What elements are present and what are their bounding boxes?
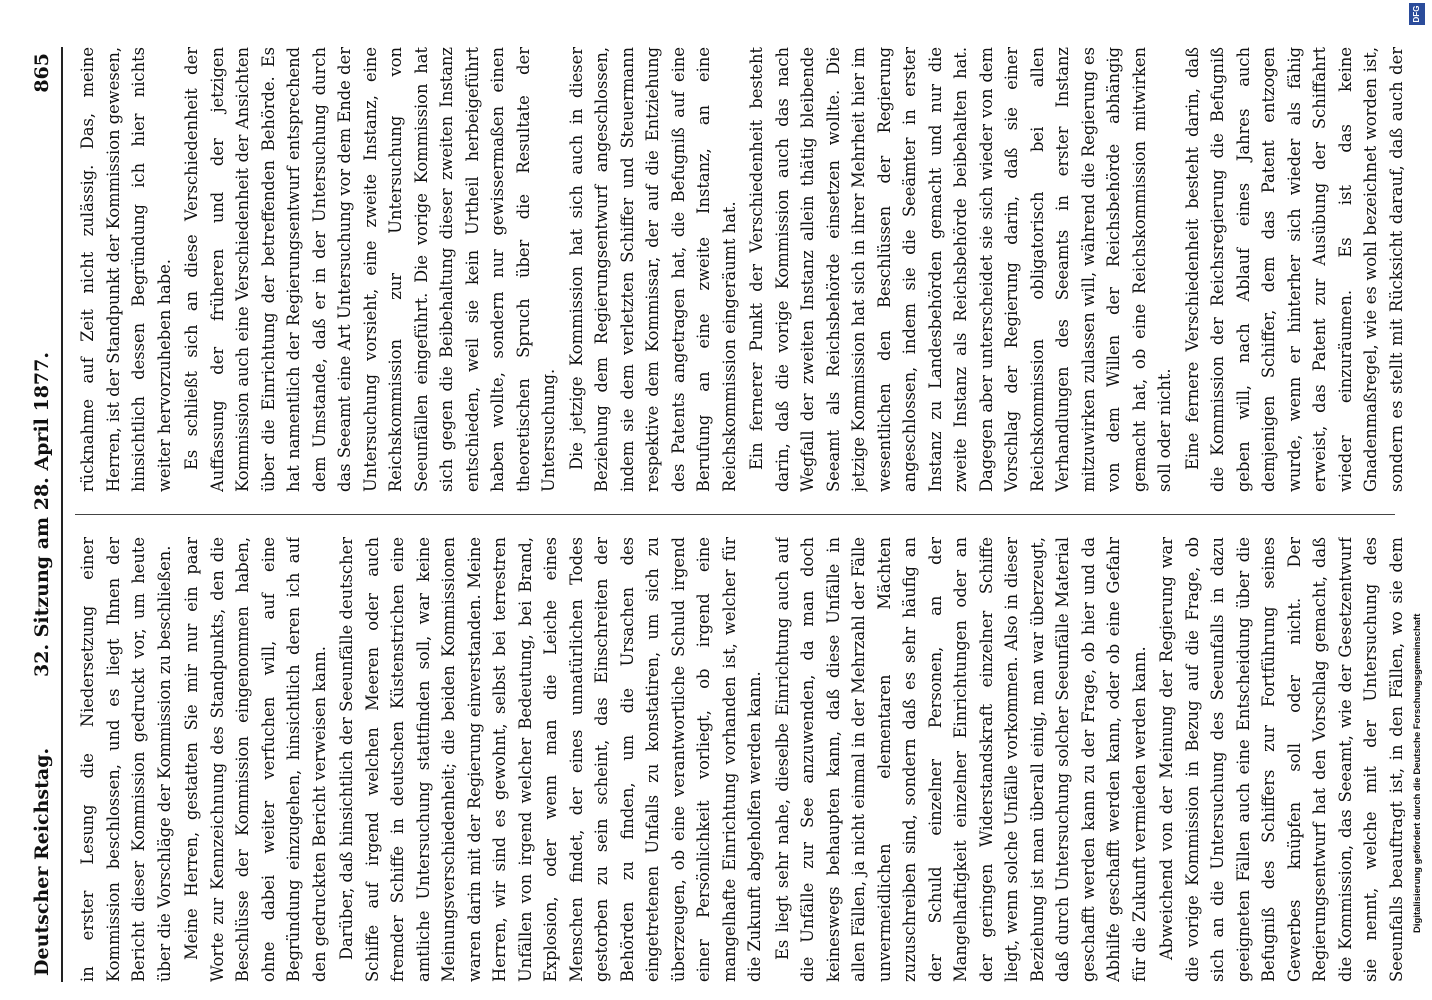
paragraph: in erster Lesung die Niedersetzung einer Kommission beschlossen, und es liegt Ihnen der Bericht dieser Kommission gedruckt vor, um heute über die Vorschläge der Kommission zu beschließen. [78, 537, 174, 982]
paragraph: rücknahme auf Zeit nicht zulässig. Das, meine Herren, ist der Standpunkt der Kommission gewesen, hinsichtlich dessen Begründung ich hier nichts weiter hervorzuheben habe. [78, 47, 174, 492]
paragraph: Darüber, daß hinsichtlich der Seeunfälle deutscher Schiffe auf irgend welchen Meeren oder auch fremder Schiffe in deutschen Küstenstrichen eine amtliche Untersuchung stattfinden soll, war keine Meinungsverschiedenheit; die beiden Kommissionen waren darin mit der Regierung einverstanden. Meine Herren, wir sind es gewohnt, selbst bei terrestren Unfällen von irgend welcher Bedeutung, bei Brand, Explosion, oder wenn man die Leiche eines Menschen findet, der eines unnatürlichen Todes gestorben zu sein scheint, das Einschreiten der Behörden zu finden, um die Ursachen des eingetretenen Unfalls zu konstatiren, um sich zu überzeugen, ob eine verantwortliche Schuld irgend einer Persönlichkeit vorliegt, ob irgend eine mangelhafte Einrichtung vorhanden ist, welcher für die Zukunft abgeholfen werden kann. [337, 537, 764, 982]
paragraph: Ein fernerer Punkt der Verschiedenheit besteht darin, daß die vorige Kommission auch das nach Wegfall der zweiten Instanz allein thätig bleibende Seeamt als Reichsbehörde einsetzen wollte. Die jetzige Kommission hat sich in ihrer Mehrheit hier im wesentlichen den Beschlüssen der Regierung angeschlossen, indem sie die Seeämter in erster Instanz zu Landesbehörden gemacht und nur die zweite Instanz als Reichsbehörde beibehalten hat. Dagegen aber unterscheidet sie sich wieder von dem Vorschlag der Regierung darin, daß sie einer Reichskommission obligatorisch bei allen Verhandlungen des Seeamts in erster Instanz mitzuwirken zulassen will, während die Regierung es von dem Willen der Reichsbehörde abhängig gemacht hat, ob eine Reichskommission mitwirken soll oder nicht. [747, 47, 1174, 492]
left-column [75, 537, 1405, 982]
header-session: 32. Sitzung am 28. April 1877. [31, 352, 53, 677]
paragraph: Meine Herren, gestatten Sie mir nur ein paar Worte zur Kennzeichnung des Standpunkts, den die Beschlüsse der Kommission eingenommen haben, ohne dabei weiter verfuchen will, auf eine Begründung einzugehen, hinsichtlich deren ich auf den gedruckten Bericht verweisen kann. [182, 537, 329, 982]
right-column [75, 47, 1405, 492]
paragraph: Die jetzige Kommission hat sich auch in dieser Beziehung dem Regierungsentwurf angeschlossen, indem sie dem verletzten Schiffer und Steuermann respektive dem Kommissar, der auf die Entziehung des Patents angetragen hat, die Befugniß auf eine Berufung an eine zweite Instanz, an eine Reichskommission eingeräumt hat. [566, 47, 739, 492]
rotated-page-content [25, 47, 1410, 982]
paragraph: Es liegt sehr nahe, dieselbe Einrichtung auch auf die Unfälle zur See anzuwenden, da man doch keineswegs behaupten kann, daß diese Unfälle in allen Fällen, ja nicht einmal in der Mehrzahl der Fälle unvermeidlichen elementaren Mächten zuzuschreiben sind, sondern daß es sehr häufig an der Schuld einzelner Personen, an der Mangelhaftigkeit einzelner Einrichtungen oder an der geringen Widerstandskraft einzelner Schiffe liegt, wenn solche Unfälle vorkommen. Also in dieser Beziehung ist man überall einig, man war überzeugt, daß durch Untersuchung solcher Seeunfälle Material geschafft werden kann zu der Frage, ob hier und da Abhilfe geschafft werden kann, oder ob eine Gefahr für die Zukunft vermieden werden kann. [772, 537, 1149, 982]
paragraph: Abweichend von der Meinung der Regierung war die vorige Kommission in Bezug auf die Frage, ob sich an die Untersuchung des Seeunfalls in dazu geeigneten Fällen auch eine Entscheidung über die Befugniß des Schiffers zur Fortführung seines Gewerbes knüpfen soll oder nicht. Der Regierungsentwurf hat den Vorschlag gemacht, daß die Kommission, das Seeamt, wie der Gesetzentwurf sie nennt, welche mit der Untersuchung des Seeunfalls beauftragt ist, in den Fällen, wo sie dem [1157, 537, 1405, 982]
paragraph: Eine fernere Verschiedenheit besteht darin, daß die Kommission der Reichsregierung die Befugniß geben will, nach Ablauf eines Jahres auch demjenigen Schiffer, dem das Patent entzogen wurde, wenn er hinterher sich wieder als fähig erweist, das Patent zur Ausübung der Schiffahrt wieder einzuräumen. Es ist das keine Gnadenmaßregel, wie es wohl bezeichnet worden ist, sondern es stellt mit Rücksicht darauf, daß auch der [1182, 47, 1405, 492]
paragraph: Es schließt sich an diese Verschiedenheit der Auffassung der früheren und der jetzigen Kommission auch eine Verschiedenheit der Ansichten über die Einrichtung der betreffenden Behörde. Es hat namentlich der Regierungsentwurf entsprechend dem Umstande, daß er in der Untersuchung durch das Seeamt eine Art Untersuchung vor dem Ende der Untersuchung vorsieht, eine zweite Instanz, eine Reichskommission zur Untersuchung von Seeunfällen eingeführt. Die vorige Kommission hat sich gegen die Beibehaltung dieser zweiten Instanz entschieden, weil sie kein Urtheil herbeigeführt haben wollte, sondern nur gewissermaßen einen theoretischen Spruch über die Resultate der Untersuchung. [182, 47, 558, 492]
page-header [25, 47, 63, 982]
digitization-credit [1412, 3, 1426, 993]
header-publication: Deutscher Reichstag. [31, 747, 53, 976]
column-divider [75, 514, 1395, 515]
page-number: 865 [31, 53, 53, 93]
credit-text: Digitalisierung gefördert durch die Deutsche Forschungsgemeinschaft [1412, 613, 1423, 933]
dfg-logo: DFG [1409, 3, 1425, 25]
